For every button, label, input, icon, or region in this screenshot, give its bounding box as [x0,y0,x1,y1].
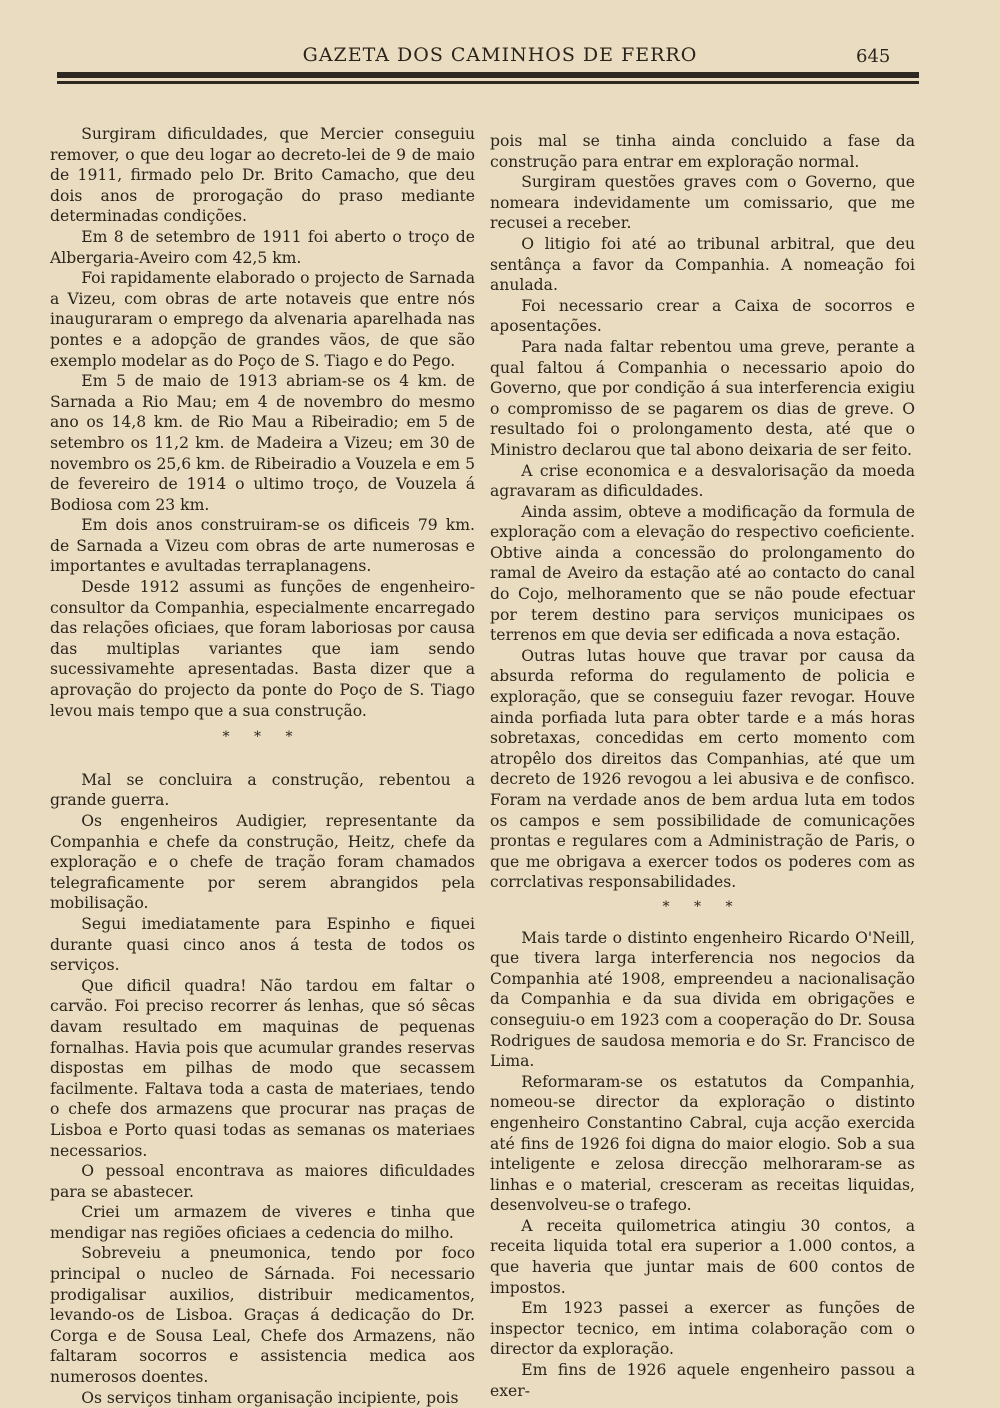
paragraph: Para nada faltar rebentou uma greve, perante a qual faltou á Companhia o necessario apoio do Governo, que por condição á sua interferencia exigiu o compromisso de se pagarem os dias de greve. O resultado foi o prolongamento desta, até que o Ministro declarou que tal abono deixaria de ser feito. [490,337,915,459]
paragraph: Surgiram dificuldades, que Mercier conseguiu remover, o que deu logar ao decreto-lei de 9 de maio de 1911, firmado pelo Dr. Brito Camacho, que deu dois anos de prorogação do praso mediante determinadas condições. [50,125,475,226]
paragraph: Os serviços tinham organisação incipiente, pois [81,1388,459,1407]
paragraph: Os engenheiros Audigier, representante da Companhia e chefe da construção, Heitz, chefe da exploração e o chefe de tração foram chamados telegraficamente por serem abrangidos pela mobilisação. [50,812,475,913]
paragraph: Que dificil quadra! Não tardou em faltar o carvão. Foi preciso recorrer ás lenhas, que só sêcas davam resultado em maquinas de pequenas fornalhas. Havia pois que acumular grandes reservas dispostas em pilhas de modo que secassem facilmente. Faltava toda a casta de materiaes, tendo o chefe dos armazens que procurar nas praças de Lisboa e Porto quasi todas as semanas os materiaes necessarios. [50,976,475,1160]
paragraph: Desde 1912 assumi as funções de engenheiro-consultor da Companhia, especialmente encarregado das relações oficiaes, que foram laboriosas por causa das multiplas variantes que iam sendo sucessivamehte apresentadas. Basta dizer que a aprovação do projecto da ponte do Poço de S. Tiago levou mais tempo que a sua construção. [50,578,475,720]
paragraph: Mal se concluira a construção, rebentou a grande guerra. [50,770,475,810]
paragraph: Segui imediatamente para Espinho e fiquei durante quasi cinco anos á testa de todos os serviços. [50,914,475,975]
paragraph: A receita quilometrica atingiu 30 contos, a receita liquida total era superior a 1.000 contos, a que haveria que juntar mais de 600 contos de impostos. [490,1216,915,1297]
paragraph: Foi necessario crear a Caixa de socorros e aposentações. [490,296,915,336]
paragraph: Criei um armazem de viveres e tinha que mendigar nas regiões oficiaes a cedencia do milho. [50,1203,475,1242]
header-rule-thin [57,81,919,84]
journal-title: GAZETA DOS CAMINHOS DE FERRO [302,44,698,66]
section-separator: * * * [222,729,303,746]
section-separator: * * * [662,898,743,915]
right-column [490,131,915,1401]
paragraph: Em dois anos construiram-se os dificeis 79 km. de Sarnada a Vizeu com obras de arte numerosas e importantes e avultadas terraplanagens. [50,516,475,576]
paragraph: Sobreveiu a pneumonica, tendo por foco principal o nucleo de Sárnada. Foi necessario prodigalisar auxilios, distribuir medicamentos, levando-os de Lisboa. Graças á dedicação do Dr. Corga e de Sousa Leal, Chefe dos Armazens, não faltaram socorros e assistencia medica aos numerosos doentes. [50,1244,475,1387]
header-rule-thick [57,72,919,78]
paragraph: Ainda assim, obteve a modificação da formula de exploração com a elevação do respectivo coeficiente. Obtive ainda a concessão do prolongamento do ramal de Aveiro da estação até ao contacto do canal do Cojo, melhoramento que se não poude efectuar por terem destino para serviços municipaes os terrenos em que devia ser edificada a nova estação. [490,502,915,645]
paragraph: Em fins de 1926 aquele engenheiro passou a exer- [490,1361,915,1400]
paragraph: pois mal se tinha ainda concluido a fase da construção para entrar em exploração normal. [490,132,915,171]
paragraph: Surgiram questões graves com o Governo, que nomeara indevidamente um comissario, que me recusei a receber. [490,173,915,233]
paragraph: Em 1923 passei a exercer as funções de inspector tecnico, em intima colaboração com o director da exploração. [490,1299,915,1359]
paragraph: Outras lutas houve que travar por causa da absurda reforma do regulamento de policia e exploração, que se conseguiu fazer revogar. Houve ainda porfiada luta para obter tarde e a más horas sobretaxas, concedidas em certo momento com atropêlo dos direitos das Companhias, até que um decreto de 1926 revogou a lei abusiva e de confisco. Foram na verdade anos de bem ardua luta em todos os campos e sem possibilidade de comunicações prontas e regulares com a Administração de Paris, o que me obrigava a exercer todos os poderes com as corrclativas responsabilidades. [490,646,915,892]
paragraph: O pessoal encontrava as maiores dificuldades para se abastecer. [50,1162,475,1201]
paragraph: Em 8 de setembro de 1911 foi aberto o troço de Albergaria-Aveiro com 42,5 km. [50,227,475,267]
paragraph: Foi rapidamente elaborado o projecto de Sarnada a Vizeu, com obras de arte notaveis que entre nós inauguraram o emprego da alvenaria aparelhada nas pontes e a adopção de grandes vãos, de que são exemplo modelar as do Poço de S. Tiago e do Pego. [50,269,475,370]
paragraph: Em 5 de maio de 1913 abriam-se os 4 km. de Sarnada a Rio Mau; em 4 de novembro do mesmo ano os 14,8 km. de Rio Mau a Ribeiradio; em 5 de setembro os 11,2 km. de Madeira a Vizeu; em 30 de novembro os 25,6 km. de Ribeiradio a Vouzela e em 5 de fevereiro de 1914 o ultimo troço, de Vouzela á Bodiosa com 23 km. [50,372,475,514]
paragraph: O litigio foi até ao tribunal arbitral, que deu sentânça a favor da Companhia. A nomeação foi anulada. [490,234,915,295]
left-column [50,124,475,1408]
page-number: 645 [856,46,891,67]
paragraph: Reformaram-se os estatutos da Companhia, nomeou-se director da exploração o distinto engenheiro Constantino Cabral, cuja acção exercida até fins de 1926 foi digna do maior elogio. Sob a sua inteligente e zelosa direcção melhoraram-se as linhas e o material, cresceram as receitas liquidas, desenvolveu-se o trafego. [490,1072,915,1215]
paragraph: Mais tarde o distinto engenheiro Ricardo O'Neill, que tivera larga interferencia nos negocios da Companhia até 1908, empreendeu a nacionalisação da Companhia e da sua divida em obrigações e conseguiu-o em 1923 com a cooperação do Dr. Sousa Rodrigues de saudosa memoria e do Sr. Francisco de Lima. [490,928,915,1071]
paragraph: A crise economica e a desvalorisação da moeda agravaram as dificuldades. [490,461,915,501]
